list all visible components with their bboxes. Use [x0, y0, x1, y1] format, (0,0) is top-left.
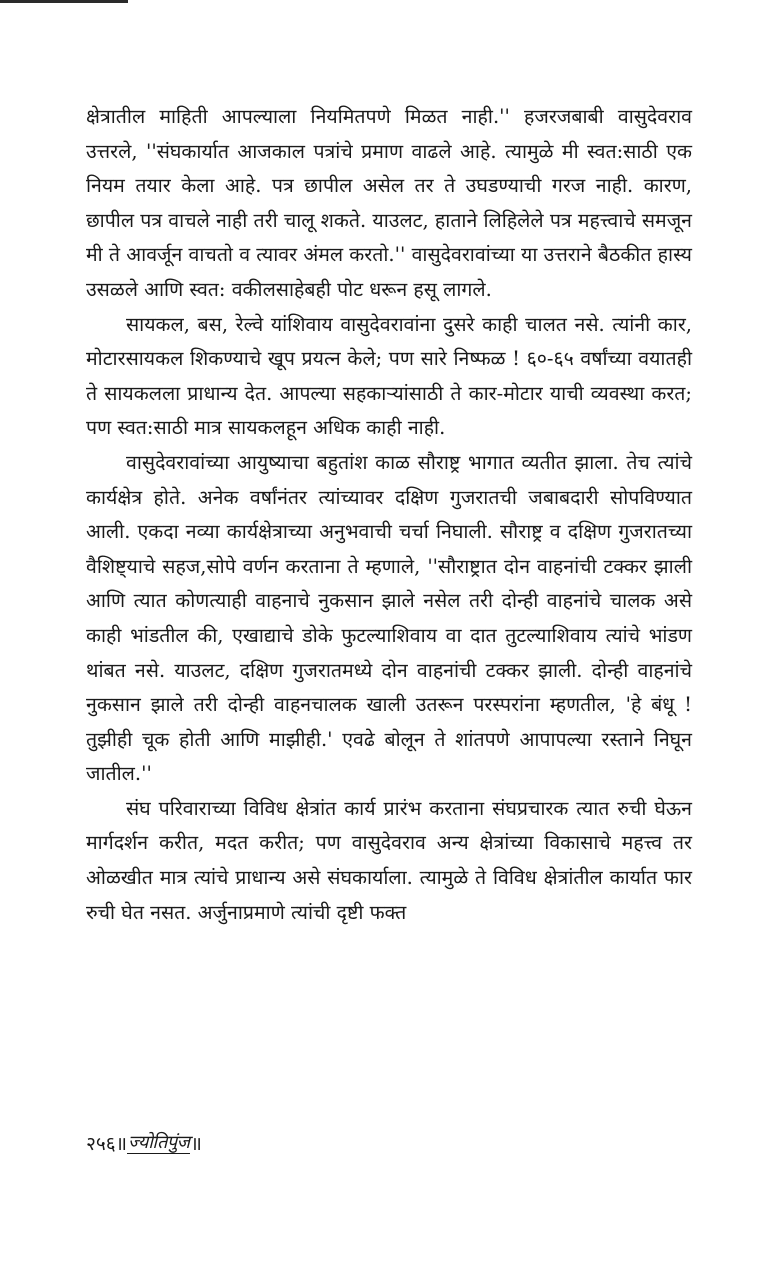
paragraph-4: संघ परिवाराच्या विविध क्षेत्रांत कार्य प्रारंभ करताना संघप्रचारक त्यात रुची घेऊन मार्गदर्शन करीत, मदत करीत; पण वासुदेवराव अन्य क्षेत्रांच्या विकासाचे महत्त्व तर ओळखीत मात्र त्यांचे प्राधान्य असे संघकार्याला. त्यामुळे ते विविध क्षेत्रांतील कार्यात फार रुची घेत नसत. अर्जुनाप्रमाणे त्यांची दृष्टी फक्त — [86, 796, 692, 924]
footer-end-mark: ॥ — [190, 1133, 202, 1155]
paragraph-1: क्षेत्रातील माहिती आपल्याला नियमितपणे मिळत नाही.'' हजरजबाबी वासुदेवराव उत्तरले, ''संघकार्यात आजकाल पत्रांचे प्रमाण वाढले आहे. त्यामुळे मी स्वत:साठी एक नियम तयार केला आहे. पत्र छापील असेल तर ते उघडण्याची गरज नाही. कारण, छापील पत्र वाचले नाही तरी चालू शकते. याउलट, हाताने लिहिलेले पत्र महत्त्वाचे समजून मी ते आवर्जून वाचतो व त्यावर अंमल करतो.'' वासुदेवरावांच्या या उत्तराने बैठकीत हास्य उसळले आणि स्वत: वकीलसाहेबही पोट धरून हसू लागले. — [86, 105, 693, 301]
footer-separator: ॥ — [115, 1133, 128, 1155]
page-body — [86, 100, 692, 930]
paragraph-3: वासुदेवरावांच्या आयुष्याचा बहुतांश काळ सौराष्ट्र भागात व्यतीत झाला. तेच त्यांचे कार्यक्षेत्र होते. अनेक वर्षांनंतर त्यांच्यावर दक्षिण गुजरातची जबाबदारी सोपविण्यात आली. एकदा नव्या कार्यक्षेत्राच्या अनुभवाची चर्चा निघाली. सौराष्ट्र व दक्षिण गुजरातच्या वैशिष्ट्याचे सहज,सोपे वर्णन करताना ते म्हणाले, ''सौराष्ट्रात दोन वाहनांची टक्कर झाली आणि त्यात कोणत्याही वाहनाचे नुकसान झाले नसेल तरी दोन्ही वाहनांचे चालक असे काही भांडतील की, एखाद्याचे डोके फुटल्याशिवाय वा दात तुटल्याशिवाय त्यांचे भांडण थांबत नसे. याउलट, दक्षिण गुजरातमध्ये दोन वाहनांची टक्कर झाली. दोन्ही वाहनांचे नुकसान झाले तरी दोन्ही वाहनचालक खाली उतरून परस्परांना म्हणतील, 'हे बंधू ! तुझीही चूक होती आणि माझीही.' एवढे बोलून ते शांतपणे आपापल्या रस्ताने निघून जातील.'' — [86, 450, 692, 786]
book-title-logo: ज्योतिपुंज — [128, 1131, 190, 1153]
paragraph-2: सायकल, बस, रेल्वे यांशिवाय वासुदेवरावांना दुसरे काही चालत नसे. त्यांनी कार, मोटारसायकल शिकण्याचे खूप प्रयत्न केले; पण सारे निष्फळ ! ६०-६५ वर्षांच्या वयातही ते सायकलला प्राधान्य देत. आपल्या सहकाऱ्यांसाठी ते कार-मोटार याची व्यवस्था करत; पण स्वत:साठी मात्र सायकलहून अधिक काही नाही. — [86, 312, 692, 440]
page-footer — [86, 1130, 202, 1156]
page-number: २५६ — [86, 1133, 116, 1155]
top-rule — [0, 0, 128, 3]
